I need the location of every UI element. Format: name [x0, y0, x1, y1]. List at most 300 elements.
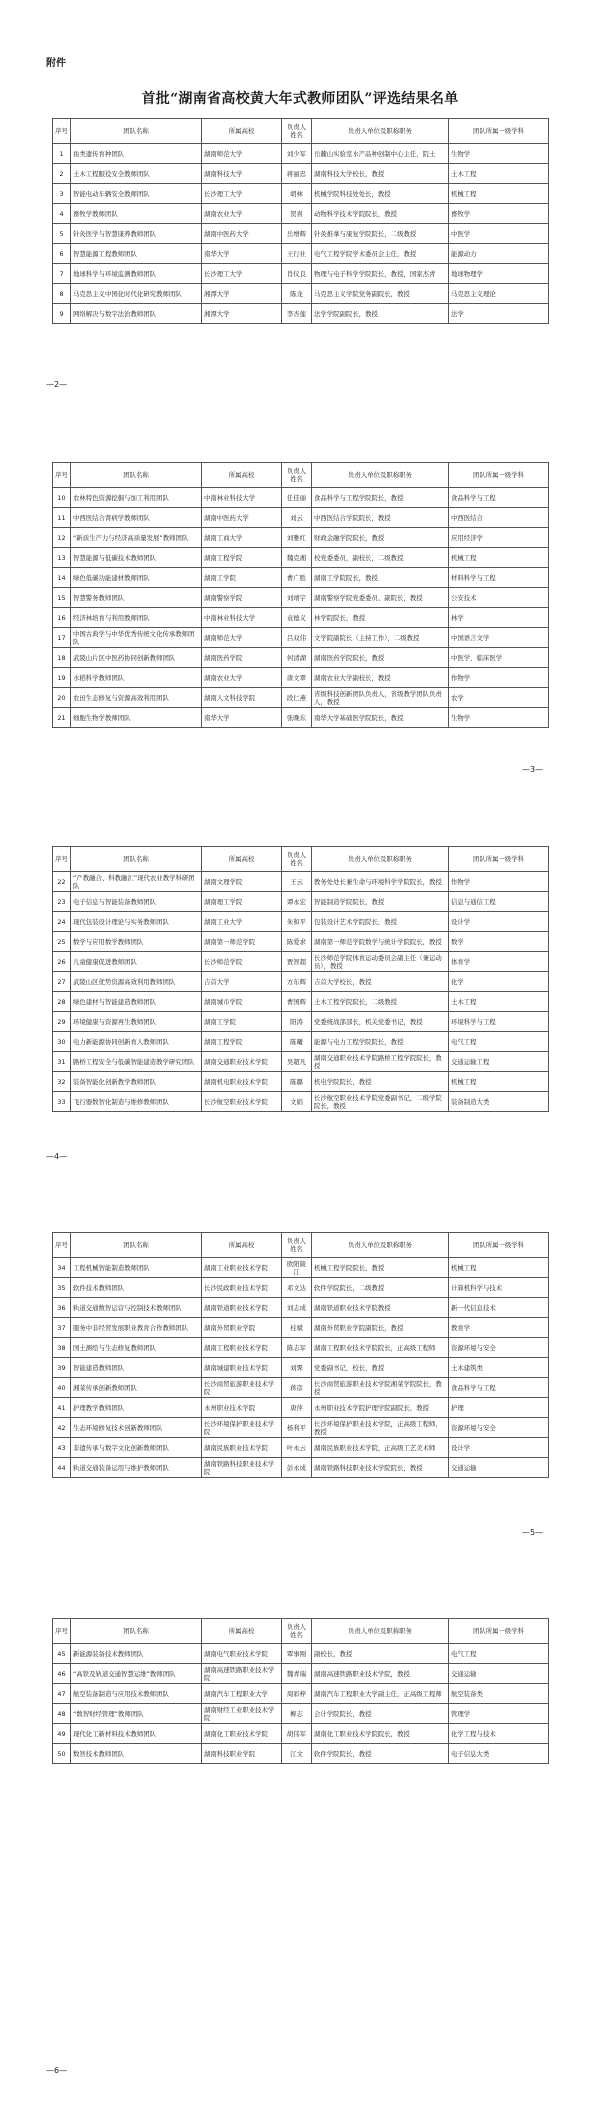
- column-header: 团队名称: [71, 1233, 202, 1258]
- table-header-row: [53, 1619, 549, 1644]
- table-cell: 管理学: [449, 1704, 549, 1724]
- table-cell: 岳麓山实验室水产品种创制中心主任，院士: [312, 144, 449, 164]
- table-cell: 1: [53, 144, 71, 164]
- table-row: [53, 1684, 549, 1704]
- table-cell: 电子信息与智能装备教师团队: [71, 892, 202, 912]
- table-row: [53, 1724, 549, 1744]
- table-cell: 中医学，临床医学: [449, 648, 549, 668]
- column-header: 团队名称: [71, 1619, 202, 1644]
- table-cell: “新质生产力与经济高质量发展”教师团队: [71, 528, 202, 548]
- table-cell: 曹广胜: [282, 568, 312, 588]
- table-cell: 魏克湘: [282, 548, 312, 568]
- table-cell: 长沙航空职业技术学院: [202, 1092, 282, 1112]
- table-cell: 湖南化工职业技术学院院长，教授: [312, 1724, 449, 1744]
- table-cell: 湖南科技职业学院: [202, 1744, 282, 1764]
- table-cell: 覃事刚: [282, 1644, 312, 1664]
- table-cell: 智能电动车辆安全教师团队: [71, 184, 202, 204]
- table-cell: 软件技术教师团队: [71, 1278, 202, 1298]
- table-cell: 湖南师范大学: [202, 628, 282, 648]
- table-cell: “产教融合、科教融汇”现代农业教学科研团队: [71, 872, 202, 892]
- table-cell: 信息与通信工程: [449, 892, 549, 912]
- table-cell: 湖南交通职业技术学院: [202, 1052, 282, 1072]
- table-row: [53, 1258, 549, 1278]
- table-cell: 湖南化工职业技术学院: [202, 1724, 282, 1744]
- table-cell: 土木工程: [449, 992, 549, 1012]
- table-cell: 唐萍: [282, 1398, 312, 1418]
- table-cell: 湖南铁路科技职业技术学院: [202, 1458, 282, 1478]
- table-row: [53, 244, 549, 264]
- table-cell: 刘靖宇: [282, 588, 312, 608]
- table-row: [53, 1418, 549, 1438]
- table-cell: 湖南铁道职业技术学院教授: [312, 1298, 449, 1318]
- table-cell: 党委统战部部长，机关党委书记，教授: [312, 1012, 449, 1032]
- table-cell: 南华大学基础医学院院长，教授: [312, 708, 449, 728]
- table-cell: 28: [53, 992, 71, 1012]
- table-cell: 机电学院院长，教授: [312, 1072, 449, 1092]
- page-number: —4—: [46, 1152, 68, 1161]
- table-cell: 能源动力: [449, 244, 549, 264]
- table-row: [53, 1378, 549, 1398]
- result-table: [52, 1618, 549, 1764]
- table-cell: 设计学: [449, 1438, 549, 1458]
- table-cell: 湖南高速铁路职业技术学院: [202, 1664, 282, 1684]
- table-row: [53, 588, 549, 608]
- table-cell: 16: [53, 608, 71, 628]
- table-cell: 湖南财经工业职业技术学院: [202, 1704, 282, 1724]
- table-cell: 材料科学与工程: [449, 568, 549, 588]
- table-row: [53, 892, 549, 912]
- table-cell: 蒋丽忠: [282, 164, 312, 184]
- table-cell: 新一代信息技术: [449, 1298, 549, 1318]
- table-cell: 贺喜: [282, 204, 312, 224]
- column-header: 所属高校: [202, 119, 282, 144]
- table-cell: 林学院院长，教授: [312, 608, 449, 628]
- table-cell: 27: [53, 972, 71, 992]
- table-cell: 胡伟军: [282, 1724, 312, 1744]
- table-cell: 长沙商贸旅游职业技术学院: [202, 1378, 282, 1398]
- table-cell: 数学: [449, 932, 549, 952]
- table-cell: 陈爱求: [282, 932, 312, 952]
- table-cell: 18: [53, 648, 71, 668]
- table-cell: 电气工程学院学术委员会主任，教授: [312, 244, 449, 264]
- table-cell: 中国语言文学: [449, 628, 549, 648]
- table-cell: 李杏莲: [282, 304, 312, 324]
- table-cell: 护理教学教师团队: [71, 1398, 202, 1418]
- table-cell: 蒋彦: [282, 1378, 312, 1398]
- table-cell: 31: [53, 1052, 71, 1072]
- column-header: 序号: [53, 119, 71, 144]
- table-row: [53, 568, 549, 588]
- table-cell: 4: [53, 204, 71, 224]
- table-cell: 资源环境与安全: [449, 1418, 549, 1438]
- table-cell: 湖南机电职业技术学院: [202, 1072, 282, 1092]
- column-header: 负责人单位及职称职务: [312, 1233, 449, 1258]
- table-cell: 王行社: [282, 244, 312, 264]
- table-cell: 湖南高速铁路职业技术学院，教授: [312, 1664, 449, 1684]
- table-cell: 14: [53, 568, 71, 588]
- table-cell: 长沙环境保护职业技术学院，正高级工程师，教授: [312, 1418, 449, 1438]
- table-row: [53, 912, 549, 932]
- table-cell: 47: [53, 1684, 71, 1704]
- table-cell: 现代化工新材料技术教师团队: [71, 1724, 202, 1744]
- table-row: [53, 144, 549, 164]
- table-cell: 数学与应用数学教师团队: [71, 932, 202, 952]
- table-cell: 路桥工程安全与低碳智能建造教学研究团队: [71, 1052, 202, 1072]
- table-cell: 工程机械智能制造教师团队: [71, 1258, 202, 1278]
- table-cell: 13: [53, 548, 71, 568]
- column-header: 负责人姓名: [282, 463, 312, 488]
- table-cell: 农田生态修复与资源高效利用团队: [71, 688, 202, 708]
- table-cell: 中南林业科技大学: [202, 608, 282, 628]
- table-cell: 湖南工程学院: [202, 1032, 282, 1052]
- table-cell: 湘潭大学: [202, 304, 282, 324]
- table-cell: 8: [53, 284, 71, 304]
- table-cell: 中国古典学与中华优秀传统文化传承教师团队: [71, 628, 202, 648]
- table-cell: 南华大学: [202, 244, 282, 264]
- table-row: [53, 204, 549, 224]
- table-cell: 水稻科学教师团队: [71, 668, 202, 688]
- column-header: 负责人姓名: [282, 847, 312, 872]
- table-cell: 土木工程: [449, 164, 549, 184]
- table-row: [53, 1338, 549, 1358]
- column-header: 团队名称: [71, 463, 202, 488]
- table-row: [53, 528, 549, 548]
- table-cell: 刘云: [282, 508, 312, 528]
- table-row: [53, 304, 549, 324]
- table-cell: 湖南中医药大学: [202, 508, 282, 528]
- table-cell: 吴超凡: [282, 1052, 312, 1072]
- table-cell: 9: [53, 304, 71, 324]
- table-cell: 电气工程: [449, 1644, 549, 1664]
- table-row: [53, 1664, 549, 1684]
- table-cell: 网络解决与数字法治教师团队: [71, 304, 202, 324]
- table-cell: 陈璐: [282, 1072, 312, 1092]
- table-cell: 湖南交通职业技术学院路桥工程学院院长，教授: [312, 1052, 449, 1072]
- table-cell: 41: [53, 1398, 71, 1418]
- table-cell: 南华大学: [202, 708, 282, 728]
- table-row: [53, 668, 549, 688]
- table-cell: 周彩梓: [282, 1684, 312, 1704]
- table-row: [53, 1398, 549, 1418]
- table-cell: 资源环境与安全: [449, 1338, 549, 1358]
- table-cell: 12: [53, 528, 71, 548]
- table-cell: 湖南农业大学: [202, 204, 282, 224]
- table-cell: 湖南第一师范学院: [202, 932, 282, 952]
- table-cell: 环境科学与工程: [449, 1012, 549, 1032]
- table-cell: 法学: [449, 304, 549, 324]
- table-row: [53, 1032, 549, 1052]
- table-cell: 7: [53, 264, 71, 284]
- table-cell: 长沙师范学院: [202, 952, 282, 972]
- table-cell: 校党委委员，副校长，二级教授: [312, 548, 449, 568]
- table-cell: 机械工程: [449, 1072, 549, 1092]
- table-cell: 武陵山片区中医药协同创新教师团队: [71, 648, 202, 668]
- column-header: 团队所属一级学科: [449, 1619, 549, 1644]
- table-cell: 智慧警务教师团队: [71, 588, 202, 608]
- table-row: [53, 1012, 549, 1032]
- column-header: 团队所属一级学科: [449, 847, 549, 872]
- table-cell: 武陵山区优势资源高效利用教师团队: [71, 972, 202, 992]
- table-row: [53, 164, 549, 184]
- table-cell: 朱和平: [282, 912, 312, 932]
- table-cell: 6: [53, 244, 71, 264]
- table-cell: 长沙商贸旅游职业技术学院湘菜学院院长，教授: [312, 1378, 449, 1398]
- page-number: —2—: [46, 380, 68, 389]
- table-cell: 机械工程: [449, 548, 549, 568]
- table-cell: 马克思主义中国化时代化研究教师团队: [71, 284, 202, 304]
- table-cell: 教育学: [449, 1318, 549, 1338]
- table-cell: 轨道交通装备运用与维护教师团队: [71, 1458, 202, 1478]
- table-cell: 张晚东: [282, 708, 312, 728]
- table-cell: 唐文翠: [282, 668, 312, 688]
- table-cell: “高铁及轨道交通智慧运维”教师团队: [71, 1664, 202, 1684]
- table-cell: 护理: [449, 1398, 549, 1418]
- table-cell: 交通运输工程: [449, 1052, 549, 1072]
- table-cell: 24: [53, 912, 71, 932]
- column-header: 团队所属一级学科: [449, 1233, 549, 1258]
- table-cell: 文学院副院长（主持工作），二级教授: [312, 628, 449, 648]
- table-cell: 湖南警察学院党委委员、副院长，教授: [312, 588, 449, 608]
- table-cell: 湖南农业大学副校长，教授: [312, 668, 449, 688]
- table-cell: 航空装备制造与应用技术教师团队: [71, 1684, 202, 1704]
- table-cell: 湖南工学院院长，教授: [312, 568, 449, 588]
- table-cell: 26: [53, 952, 71, 972]
- table-row: [53, 972, 549, 992]
- table-cell: 湖南工学院: [202, 1012, 282, 1032]
- table-cell: 绿色低碳功能建材教师团队: [71, 568, 202, 588]
- table-cell: 针灸推拿与康复学院院长，二级教授: [312, 224, 449, 244]
- table-header-row: [53, 463, 549, 488]
- table-cell: 湖南民族职业技术学院，正高级工艺美术师: [312, 1438, 449, 1458]
- column-header: 负责人单位及职称职务: [312, 847, 449, 872]
- table-cell: 柳志: [282, 1704, 312, 1724]
- table-cell: 电气工程: [449, 1032, 549, 1052]
- table-row: [53, 1092, 549, 1112]
- table-row: [53, 688, 549, 708]
- table-cell: 湖南文理学院: [202, 872, 282, 892]
- table-cell: 飞行器数智化制造与维修教师团队: [71, 1092, 202, 1112]
- table-cell: 计算机科学与技术: [449, 1278, 549, 1298]
- table-cell: 湖南外贸职业学院副院长，教授: [312, 1318, 449, 1338]
- table-cell: 包装设计艺术学院院长，教授: [312, 912, 449, 932]
- table-cell: 马克思主义理论: [449, 284, 549, 304]
- table-cell: 中西医结合肾病学教师团队: [71, 508, 202, 528]
- table-cell: 10: [53, 488, 71, 508]
- column-header: 负责人姓名: [282, 1233, 312, 1258]
- table-cell: 35: [53, 1278, 71, 1298]
- table-cell: 何清湖: [282, 648, 312, 668]
- table-cell: 湖南工业大学: [202, 912, 282, 932]
- column-header: 序号: [53, 463, 71, 488]
- table-cell: 湖南汽车工程职业大学副主任，正高级工程师: [312, 1684, 449, 1704]
- table-row: [53, 628, 549, 648]
- page-number: —3—: [522, 765, 544, 774]
- table-cell: 吉首大学: [202, 972, 282, 992]
- table-row: [53, 488, 549, 508]
- table-cell: 儿童健康促进教师团队: [71, 952, 202, 972]
- table-cell: 叶永云: [282, 1438, 312, 1458]
- table-cell: 农林特色资源挖掘与加工利用团队: [71, 488, 202, 508]
- table-cell: 湖南理工学院: [202, 892, 282, 912]
- table-cell: 湖南城建职业技术学院: [202, 1358, 282, 1378]
- table-cell: 20: [53, 688, 71, 708]
- table-row: [53, 952, 549, 972]
- table-cell: 土木工程学院院长，二级教授: [312, 992, 449, 1012]
- table-cell: 智能制造学院院长，教授: [312, 892, 449, 912]
- table-cell: 省级科技创新团队负责人，省级教学团队负责人，教授: [312, 688, 449, 708]
- table-cell: 土木工程服役安全教师团队: [71, 164, 202, 184]
- table-cell: 服务中非经贸发展职业教育合作教师团队: [71, 1318, 202, 1338]
- table-cell: 袁德义: [282, 608, 312, 628]
- table-cell: 段仁燕: [282, 688, 312, 708]
- table-cell: 永州职业技术学院护理学院副院长，教授: [312, 1398, 449, 1418]
- table-cell: 会计学院院长，教授: [312, 1704, 449, 1724]
- table-row: [53, 1052, 549, 1072]
- table-cell: “数智财经管理”教师团队: [71, 1704, 202, 1724]
- table-cell: 环境健康与资源再生教师团队: [71, 1012, 202, 1032]
- table-row: [53, 184, 549, 204]
- table-cell: 江文: [282, 1744, 312, 1764]
- table-cell: 48: [53, 1704, 71, 1724]
- table-cell: 经济林培育与利用教师团队: [71, 608, 202, 628]
- table-cell: 物理与电子科学学院院长，教授，国家杰青: [312, 264, 449, 284]
- table-cell: 机械工程学院院长，教授: [312, 1258, 449, 1278]
- table-cell: 长沙民政职业技术学院: [202, 1278, 282, 1298]
- column-header: 负责人姓名: [282, 1619, 312, 1644]
- table-cell: 地球物理学: [449, 264, 549, 284]
- table-cell: 细胞生物学教师团队: [71, 708, 202, 728]
- table-cell: 湖南师范大学: [202, 144, 282, 164]
- column-header: 团队所属一级学科: [449, 463, 549, 488]
- table-cell: 中医学: [449, 224, 549, 244]
- table-cell: 15: [53, 588, 71, 608]
- column-header: 所属高校: [202, 1619, 282, 1644]
- table-cell: 中西医结合学院院长，教授: [312, 508, 449, 528]
- table-cell: 方东辉: [282, 972, 312, 992]
- table-row: [53, 648, 549, 668]
- table-cell: 湖南工商大学: [202, 528, 282, 548]
- table-cell: 土木建筑类: [449, 1358, 549, 1378]
- table-cell: 湘菜传承创新教师团队: [71, 1378, 202, 1398]
- table-cell: 湖南外贸职业学院: [202, 1318, 282, 1338]
- table-cell: 国土测绘与生态修复教师团队: [71, 1338, 202, 1358]
- result-table: [52, 1232, 549, 1478]
- table-cell: 王云: [282, 872, 312, 892]
- table-cell: 岳增辉: [282, 224, 312, 244]
- table-cell: 设计学: [449, 912, 549, 932]
- table-cell: 40: [53, 1378, 71, 1398]
- table-row: [53, 1278, 549, 1298]
- table-cell: 刘雅红: [282, 528, 312, 548]
- result-table: [52, 462, 549, 728]
- column-header: 所属高校: [202, 847, 282, 872]
- table-cell: 化学: [449, 972, 549, 992]
- table-cell: 贾智超: [282, 952, 312, 972]
- table-cell: 机械工程: [449, 184, 549, 204]
- table-cell: 湖南工程职业技术学院院长，正高级工程师: [312, 1338, 449, 1358]
- table-cell: 作物学: [449, 668, 549, 688]
- column-header: 负责人单位及职称职务: [312, 119, 449, 144]
- table-header-row: [53, 119, 549, 144]
- table-row: [53, 872, 549, 892]
- table-cell: 畜牧学: [449, 204, 549, 224]
- table-cell: 交通运输: [449, 1664, 549, 1684]
- table-cell: 湖南工学院: [202, 568, 282, 588]
- column-header: 团队名称: [71, 119, 202, 144]
- column-header: 负责人单位及职称职务: [312, 463, 449, 488]
- column-header: 序号: [53, 1619, 71, 1644]
- table-row: [53, 1438, 549, 1458]
- table-cell: 23: [53, 892, 71, 912]
- table-cell: 软件学院院长，教授: [312, 1744, 449, 1764]
- table-cell: 副校长，教授: [312, 1644, 449, 1664]
- table-cell: 谭永宏: [282, 892, 312, 912]
- table-cell: 地球科学与环境监测教师团队: [71, 264, 202, 284]
- table-cell: 22: [53, 872, 71, 892]
- column-header: 团队名称: [71, 847, 202, 872]
- column-header: 负责人单位及职称职务: [312, 1619, 449, 1644]
- table-cell: 33: [53, 1092, 71, 1112]
- table-cell: 肖仪良: [282, 264, 312, 284]
- table-cell: 湖南中医药大学: [202, 224, 282, 244]
- table-cell: 3: [53, 184, 71, 204]
- table-cell: 5: [53, 224, 71, 244]
- table-cell: 欧阳陇江: [282, 1258, 312, 1278]
- table-cell: 公安技术: [449, 588, 549, 608]
- table-cell: 湘潭大学: [202, 284, 282, 304]
- table-cell: 轨道交通数智运营与控制技术教师团队: [71, 1298, 202, 1318]
- table-cell: 刘少军: [282, 144, 312, 164]
- table-cell: 32: [53, 1072, 71, 1092]
- column-header: 序号: [53, 847, 71, 872]
- table-cell: 长沙理工大学: [202, 264, 282, 284]
- column-header: 所属高校: [202, 1233, 282, 1258]
- table-row: [53, 1704, 549, 1724]
- table-row: [53, 1318, 549, 1338]
- table-cell: 智慧能源工程教师团队: [71, 244, 202, 264]
- table-cell: 37: [53, 1318, 71, 1338]
- table-cell: 吉首大学校长，教授: [312, 972, 449, 992]
- table-row: [53, 932, 549, 952]
- table-row: [53, 264, 549, 284]
- table-cell: 能源与电力工程学院院长，教授: [312, 1032, 449, 1052]
- table-cell: 50: [53, 1744, 71, 1764]
- column-header: 序号: [53, 1233, 71, 1258]
- table-cell: 湖南医药学院: [202, 648, 282, 668]
- table-cell: 中南林业科技大学: [202, 488, 282, 508]
- table-row: [53, 1744, 549, 1764]
- table-cell: 长沙航空职业技术学院党委副书记，二级学院院长，教授: [312, 1092, 449, 1112]
- table-cell: 新能源装备技术教师团队: [71, 1644, 202, 1664]
- table-cell: 彭永成: [282, 1458, 312, 1478]
- table-cell: 湖南警察学院: [202, 588, 282, 608]
- table-cell: 邓文达: [282, 1278, 312, 1298]
- page-number: —5—: [522, 1528, 544, 1537]
- table-cell: 法学学院副院长，教授: [312, 304, 449, 324]
- table-cell: 现代包装设计理论与实务教师团队: [71, 912, 202, 932]
- table-cell: 电子信息大类: [449, 1744, 549, 1764]
- table-header-row: [53, 847, 549, 872]
- table-cell: 生物学: [449, 708, 549, 728]
- table-cell: 25: [53, 932, 71, 952]
- table-cell: 34: [53, 1258, 71, 1278]
- table-cell: 49: [53, 1724, 71, 1744]
- table-cell: 湖南电气职业技术学院: [202, 1644, 282, 1664]
- table-cell: 软件学院院长，二级教授: [312, 1278, 449, 1298]
- table-cell: 湖南汽车工程职业大学: [202, 1684, 282, 1704]
- table-cell: 湖南城市学院: [202, 992, 282, 1012]
- table-cell: 长沙环境保护职业技术学院: [202, 1418, 282, 1438]
